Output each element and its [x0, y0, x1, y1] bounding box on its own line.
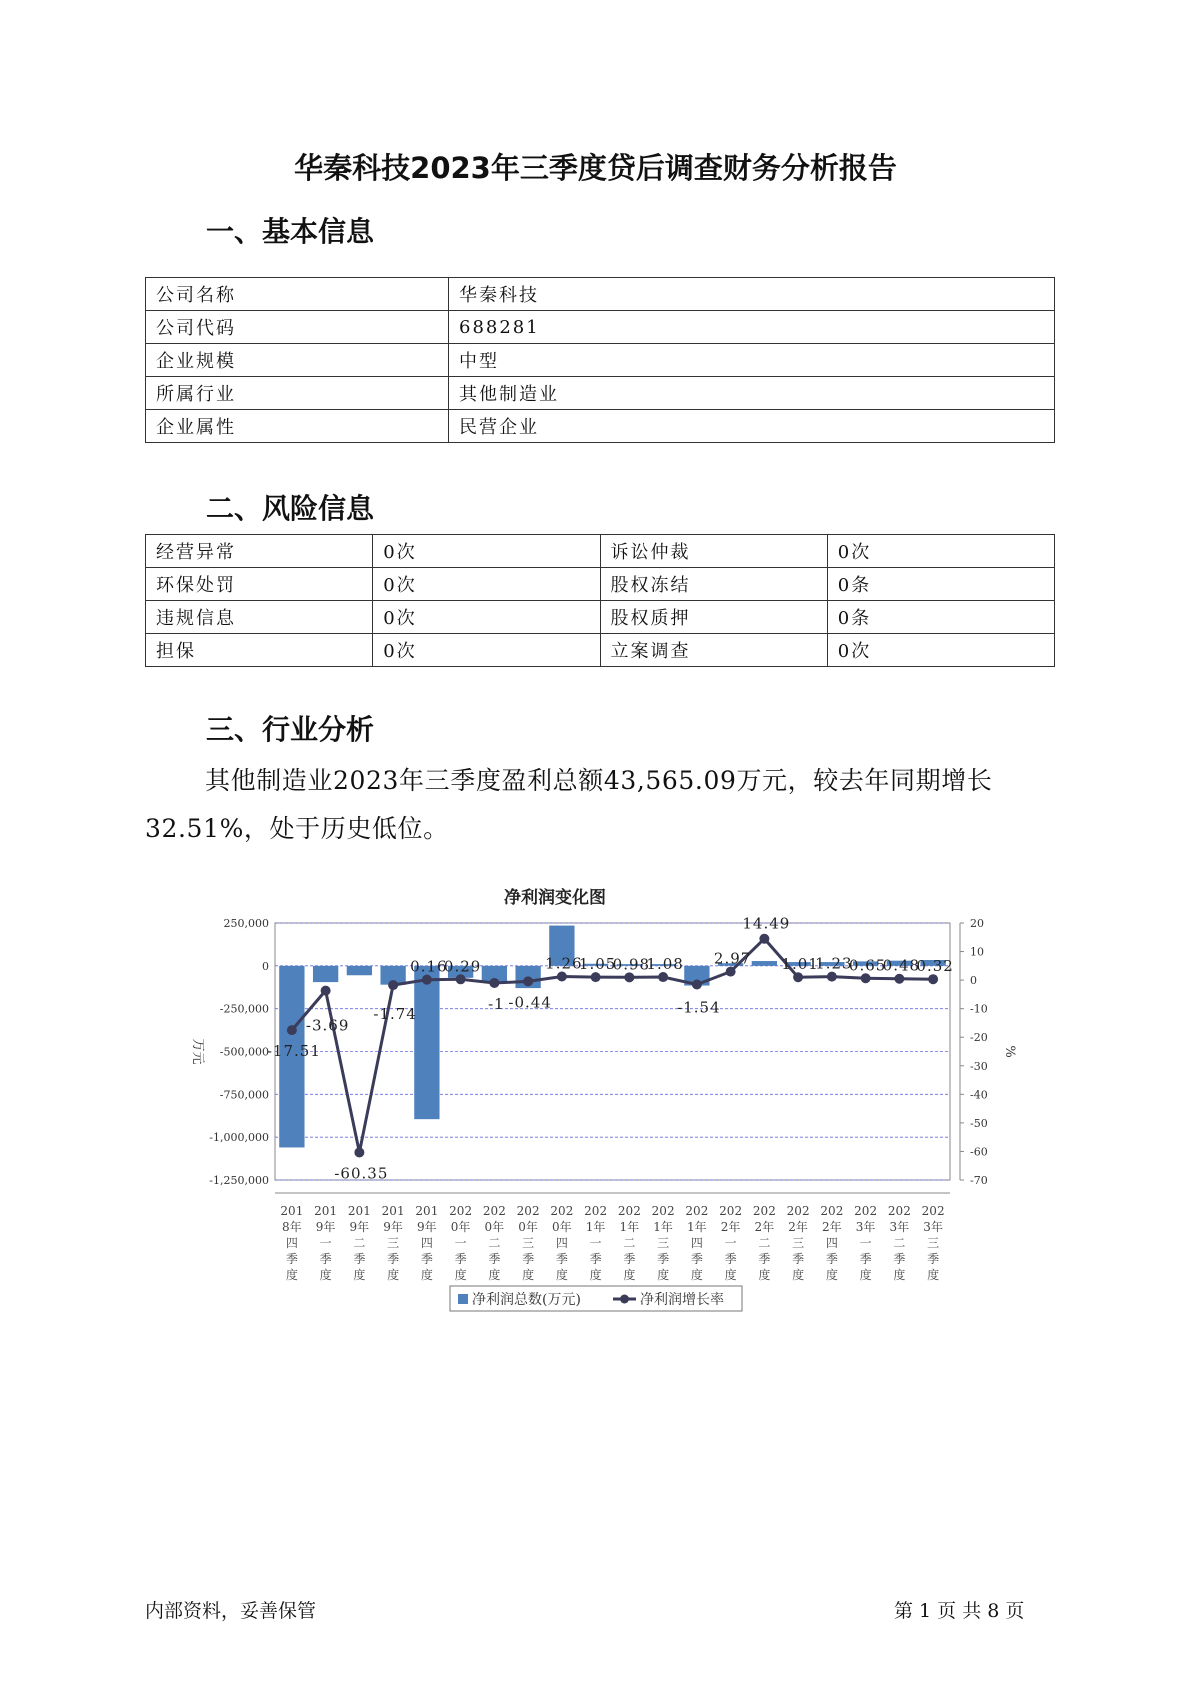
net-profit-chart — [180, 880, 1040, 1340]
y-right-axis-title: % — [1002, 1045, 1017, 1058]
basic-info-value: 其他制造业 — [449, 377, 1055, 410]
risk-info-label: 立案调查 — [600, 634, 827, 667]
x-tick-label: 季 — [893, 1252, 906, 1266]
x-tick-label: 度 — [927, 1268, 940, 1282]
risk-info-value: 0次 — [373, 568, 600, 601]
data-label-growth-rate: 0.65 — [848, 956, 887, 975]
x-tick-label: 三 — [792, 1236, 805, 1250]
x-tick-label: 202 — [449, 1204, 473, 1218]
point-growth-rate — [624, 972, 634, 982]
point-growth-rate — [523, 976, 533, 986]
y-right-tick-label: -30 — [970, 1059, 988, 1073]
section-risk-heading: 二、风险信息 — [206, 492, 375, 525]
x-tick-label: 202 — [584, 1204, 608, 1218]
point-growth-rate — [557, 972, 567, 982]
x-tick-label: 二 — [893, 1236, 906, 1250]
x-tick-label: 四 — [555, 1236, 568, 1250]
x-tick-label: 二 — [353, 1236, 366, 1250]
x-tick-label: 度 — [285, 1268, 298, 1282]
x-tick-label: 3年 — [923, 1220, 943, 1234]
basic-info-label: 公司名称 — [146, 278, 449, 311]
x-tick-label: 季 — [657, 1252, 670, 1266]
basic-info-value: 民营企业 — [449, 410, 1055, 443]
y-right-tick-label: -40 — [970, 1088, 988, 1102]
x-tick-label: 201 — [280, 1204, 304, 1218]
point-growth-rate — [321, 986, 331, 996]
data-label-growth-rate: 1.23 — [815, 954, 853, 973]
x-tick-label: 2年 — [754, 1220, 775, 1234]
x-tick-label: 三 — [927, 1236, 940, 1250]
y-right-tick-label: 0 — [970, 974, 977, 988]
y-right-tick-label: -70 — [970, 1174, 988, 1187]
data-label-growth-rate: -1 — [488, 994, 505, 1013]
x-tick-label: 0年 — [518, 1220, 538, 1234]
risk-info-label: 股权质押 — [600, 601, 827, 634]
point-growth-rate — [658, 972, 668, 982]
x-tick-label: 季 — [353, 1252, 366, 1266]
point-growth-rate — [759, 934, 769, 944]
risk-info-label: 股权冻结 — [600, 568, 827, 601]
point-growth-rate — [354, 1147, 364, 1157]
x-tick-label: 一 — [454, 1236, 467, 1250]
x-tick-label: 202 — [617, 1204, 641, 1218]
risk-info-table — [145, 534, 1055, 667]
data-label-growth-rate: 14.49 — [742, 914, 791, 933]
basic-info-label: 企业属性 — [146, 410, 449, 443]
x-tick-label: 1年 — [687, 1220, 707, 1234]
x-tick-label: 季 — [927, 1252, 940, 1266]
x-tick-label: 202 — [651, 1204, 675, 1218]
x-tick-label: 季 — [859, 1252, 872, 1266]
x-tick-label: 度 — [589, 1268, 602, 1282]
x-tick-label: 季 — [319, 1252, 332, 1266]
risk-info-row — [146, 634, 1055, 667]
basic-info-row — [146, 344, 1055, 377]
x-tick-label: 二 — [623, 1236, 636, 1250]
x-tick-label: 季 — [387, 1252, 400, 1266]
risk-info-value: 0次 — [373, 535, 600, 568]
section-industry-heading: 三、行业分析 — [206, 713, 375, 746]
x-tick-label: 度 — [488, 1268, 501, 1282]
x-tick-label: 202 — [752, 1204, 776, 1218]
point-growth-rate — [928, 974, 938, 984]
x-tick-label: 202 — [786, 1204, 810, 1218]
y-left-tick-label: 250,000 — [223, 917, 269, 930]
x-tick-label: 202 — [820, 1204, 844, 1218]
x-tick-label: 度 — [522, 1268, 535, 1282]
point-growth-rate — [692, 980, 702, 990]
legend-swatch-point — [620, 1295, 629, 1304]
data-label-growth-rate: 2.97 — [713, 949, 752, 968]
x-tick-label: 季 — [522, 1252, 535, 1266]
x-tick-label: 季 — [285, 1252, 298, 1266]
y-left-tick-label: -250,000 — [219, 1002, 269, 1016]
y-left-tick-label: -500,000 — [219, 1045, 269, 1059]
report-title: 华秦科技2023年三季度贷后调查财务分析报告 — [294, 151, 897, 185]
data-label-growth-rate: 1.08 — [646, 955, 684, 974]
x-tick-label: 0年 — [450, 1220, 471, 1234]
industry-paragraph-text: 其他制造业2023年三季度盈利总额43,565.09万元，较去年同期增长32.51%，处于历史低位。 — [145, 766, 993, 843]
x-tick-label: 3年 — [855, 1220, 876, 1234]
x-tick-label: 201 — [381, 1204, 405, 1218]
risk-info-value: 0条 — [827, 601, 1054, 634]
y-left-tick-label: -1,250,000 — [209, 1174, 269, 1187]
x-tick-label: 9年 — [315, 1220, 336, 1234]
net-profit-chart-svg — [180, 880, 1040, 1340]
data-label-growth-rate: -1.54 — [677, 998, 721, 1017]
x-tick-label: 度 — [690, 1268, 703, 1282]
footer-confidential: 内部资料，妥善保管 — [145, 1600, 317, 1622]
x-tick-label: 201 — [415, 1204, 439, 1218]
data-label-growth-rate: -3.69 — [305, 1016, 350, 1035]
basic-info-label: 所属行业 — [146, 377, 449, 410]
bar-net-profit — [313, 966, 338, 982]
section-basic-heading: 一、基本信息 — [206, 215, 375, 248]
data-label-growth-rate: 0.32 — [916, 957, 954, 976]
data-label-growth-rate: 0.16 — [410, 957, 448, 976]
x-tick-label: 202 — [719, 1204, 743, 1218]
legend-swatch-bar — [458, 1294, 468, 1304]
data-label-growth-rate: -17.51 — [266, 1042, 321, 1061]
point-growth-rate — [861, 973, 871, 983]
x-tick-label: 1年 — [585, 1220, 606, 1234]
x-tick-label: 一 — [724, 1236, 737, 1250]
x-tick-label: 季 — [488, 1252, 501, 1266]
y-right-tick-label: -20 — [970, 1031, 988, 1045]
x-tick-label: 一 — [859, 1236, 872, 1250]
x-tick-label: 度 — [454, 1268, 467, 1282]
y-right-tick-label: -50 — [970, 1116, 988, 1130]
basic-info-value: 华秦科技 — [449, 278, 1055, 311]
basic-info-row — [146, 311, 1055, 344]
risk-info-value: 0次 — [373, 601, 600, 634]
y-right-tick-label: 10 — [970, 945, 984, 959]
y-left-tick-label: 0 — [262, 959, 269, 973]
basic-info-row — [146, 278, 1055, 311]
x-tick-label: 8年 — [282, 1220, 302, 1234]
x-tick-label: 度 — [319, 1268, 332, 1282]
x-tick-label: 度 — [724, 1268, 737, 1282]
risk-info-label: 环保处罚 — [146, 568, 373, 601]
x-tick-label: 三 — [522, 1236, 535, 1250]
x-tick-label: 二 — [488, 1236, 501, 1250]
x-tick-label: 三 — [387, 1236, 400, 1250]
basic-info-row — [146, 410, 1055, 443]
x-tick-label: 201 — [347, 1204, 371, 1218]
x-tick-label: 201 — [314, 1204, 338, 1218]
x-tick-label: 季 — [825, 1252, 838, 1266]
x-tick-label: 度 — [825, 1268, 838, 1282]
data-label-growth-rate: 1.05 — [578, 955, 617, 974]
x-tick-label: 度 — [387, 1268, 400, 1282]
y-left-tick-label: -1,000,000 — [209, 1131, 269, 1145]
data-label-growth-rate: 0.48 — [882, 956, 921, 975]
point-growth-rate — [793, 972, 803, 982]
data-label-growth-rate: 0.98 — [612, 955, 651, 974]
basic-info-label: 公司代码 — [146, 311, 449, 344]
y-left-tick-label: -750,000 — [219, 1088, 269, 1102]
x-tick-label: 度 — [555, 1268, 568, 1282]
point-growth-rate — [422, 975, 432, 985]
risk-info-row — [146, 568, 1055, 601]
bar-net-profit — [347, 966, 372, 975]
risk-info-value: 0次 — [827, 634, 1054, 667]
legend-label-bar: 净利润总数(万元) — [472, 1292, 581, 1308]
y-right-tick-label: 20 — [970, 917, 984, 930]
x-tick-label: 季 — [758, 1252, 771, 1266]
x-tick-label: 度 — [893, 1268, 906, 1282]
x-tick-label: 3年 — [889, 1220, 910, 1234]
basic-info-value: 中型 — [449, 344, 1055, 377]
risk-info-label: 违规信息 — [146, 601, 373, 634]
point-growth-rate — [894, 974, 904, 984]
y-left-axis-title: 万元 — [190, 1038, 205, 1065]
risk-info-value: 0次 — [827, 535, 1054, 568]
x-tick-label: 季 — [454, 1252, 467, 1266]
x-tick-label: 季 — [724, 1252, 737, 1266]
point-growth-rate — [388, 980, 398, 990]
x-tick-label: 9年 — [417, 1220, 437, 1234]
data-label-growth-rate: -1.74 — [373, 1005, 417, 1024]
x-tick-label: 9年 — [349, 1220, 370, 1234]
x-tick-label: 四 — [285, 1236, 298, 1250]
footer-page-number: 第 1 页 共 8 页 — [894, 1600, 1025, 1622]
point-growth-rate — [456, 974, 466, 984]
bar-net-profit — [752, 961, 777, 966]
legend-label-line: 净利润增长率 — [640, 1292, 724, 1308]
x-tick-label: 季 — [555, 1252, 568, 1266]
x-tick-label: 1年 — [619, 1220, 640, 1234]
basic-info-row — [146, 377, 1055, 410]
risk-info-row — [146, 535, 1055, 568]
x-tick-label: 202 — [854, 1204, 878, 1218]
x-tick-label: 2年 — [788, 1220, 808, 1234]
industry-paragraph — [145, 757, 1057, 853]
x-tick-label: 度 — [623, 1268, 636, 1282]
chart-title: 净利润变化图 — [504, 888, 606, 908]
risk-info-label: 担保 — [146, 634, 373, 667]
data-label-growth-rate: 1.01 — [781, 955, 819, 974]
x-tick-label: 1年 — [653, 1220, 673, 1234]
x-tick-label: 度 — [859, 1268, 872, 1282]
x-tick-label: 202 — [887, 1204, 911, 1218]
x-tick-label: 202 — [550, 1204, 574, 1218]
bar-net-profit — [414, 966, 439, 1119]
x-tick-label: 四 — [420, 1236, 433, 1250]
basic-info-label: 企业规模 — [146, 344, 449, 377]
x-tick-label: 一 — [319, 1236, 332, 1250]
x-tick-label: 四 — [690, 1236, 703, 1250]
x-tick-label: 季 — [792, 1252, 805, 1266]
risk-info-row — [146, 601, 1055, 634]
x-tick-label: 度 — [792, 1268, 805, 1282]
x-tick-label: 202 — [482, 1204, 506, 1218]
x-tick-label: 202 — [921, 1204, 945, 1218]
risk-info-value: 0次 — [373, 634, 600, 667]
x-tick-label: 季 — [623, 1252, 636, 1266]
data-label-growth-rate: 1.26 — [545, 954, 583, 973]
x-tick-label: 0年 — [484, 1220, 505, 1234]
risk-info-value: 0条 — [827, 568, 1054, 601]
x-tick-label: 202 — [516, 1204, 540, 1218]
x-tick-label: 一 — [589, 1236, 602, 1250]
data-label-growth-rate: -0.44 — [508, 993, 552, 1012]
risk-info-label: 诉讼仲裁 — [600, 535, 827, 568]
point-growth-rate — [827, 972, 837, 982]
x-tick-label: 202 — [685, 1204, 709, 1218]
x-tick-label: 三 — [657, 1236, 670, 1250]
x-tick-label: 季 — [589, 1252, 602, 1266]
x-tick-label: 2年 — [822, 1220, 842, 1234]
risk-info-label: 经营异常 — [146, 535, 373, 568]
x-tick-label: 四 — [825, 1236, 838, 1250]
data-label-growth-rate: 0.29 — [443, 957, 482, 976]
x-tick-label: 度 — [353, 1268, 366, 1282]
x-tick-label: 度 — [657, 1268, 670, 1282]
point-growth-rate — [489, 978, 499, 988]
x-tick-label: 二 — [758, 1236, 771, 1250]
data-label-growth-rate: -60.35 — [334, 1164, 389, 1183]
x-tick-label: 季 — [690, 1252, 703, 1266]
y-right-tick-label: -10 — [970, 1002, 988, 1016]
point-growth-rate — [287, 1025, 297, 1035]
point-growth-rate — [726, 967, 736, 977]
x-tick-label: 2年 — [720, 1220, 741, 1234]
basic-info-table — [145, 277, 1055, 443]
x-tick-label: 季 — [420, 1252, 433, 1266]
basic-info-value: 688281 — [449, 311, 1055, 344]
y-right-tick-label: -60 — [970, 1145, 988, 1159]
x-tick-label: 度 — [420, 1268, 433, 1282]
x-tick-label: 0年 — [552, 1220, 572, 1234]
x-tick-label: 度 — [758, 1268, 771, 1282]
point-growth-rate — [591, 972, 601, 982]
x-tick-label: 9年 — [383, 1220, 403, 1234]
